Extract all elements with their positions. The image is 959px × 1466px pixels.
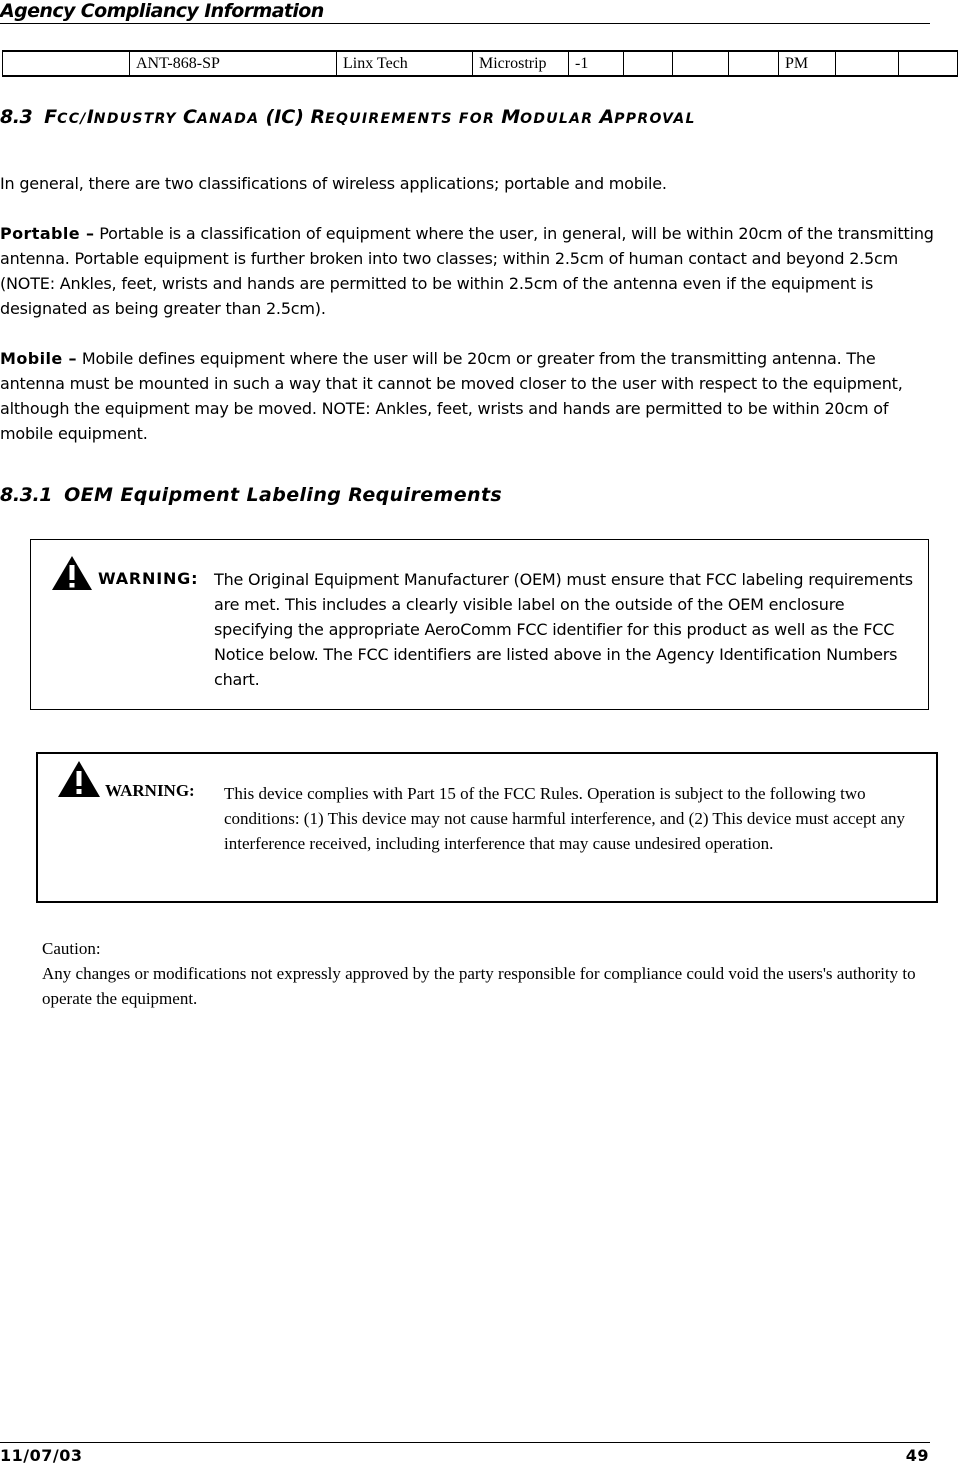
portable-paragraph xyxy=(0,221,935,321)
section-title-part: M xyxy=(501,106,521,128)
table-cell xyxy=(624,51,673,76)
mobile-paragraph xyxy=(0,346,935,446)
warning-triangle-icon xyxy=(51,555,93,591)
warning-label: WARNING: xyxy=(98,569,199,588)
warning-label: WARNING: xyxy=(105,781,195,800)
section-title-part: (IC) xyxy=(265,106,311,128)
section-title-part: CC/ xyxy=(57,111,87,127)
section-title-part: A xyxy=(599,106,615,128)
subsection-title: OEM Equipment Labeling Requirements xyxy=(64,484,503,506)
table-cell xyxy=(673,51,729,76)
header-rule xyxy=(0,23,930,24)
mobile-label: Mobile – xyxy=(0,349,77,368)
table-cell xyxy=(899,51,958,76)
caution-label: Caution: xyxy=(42,939,101,958)
table-cell xyxy=(3,51,130,76)
section-title-part: C xyxy=(183,106,197,128)
table-cell xyxy=(836,51,899,76)
section-title-part: EQUIREMENTS FOR xyxy=(325,111,502,127)
mobile-text: Mobile defines equipment where the user will be 20cm or greater from the transmitting antenna. The antenna must be mounted in such a way that it cannot be moved closer to the user with respect to the equipment, although the equipment may be moved. NOTE: Ankles, feet, wrists and hands are permitted to be within 20cm of mobile equipment. xyxy=(0,349,903,443)
page-number: 49 xyxy=(905,1446,929,1465)
warning-triangle-icon xyxy=(57,760,101,798)
table-cell-gain: -1 xyxy=(569,51,624,76)
section-title-part: I xyxy=(86,106,94,128)
agency-table-row xyxy=(3,51,958,76)
caution-text: Any changes or modifications not expressly approved by the party responsible for compliance could void the users's authority to operate the equipment. xyxy=(42,964,916,1008)
agency-table xyxy=(2,50,958,77)
subsection-number: 8.3.1 xyxy=(0,484,53,506)
table-cell-antenna-type: Microstrip xyxy=(473,51,569,76)
fcc-notice-text: This device complies with Part 15 of the FCC Rules. Operation is subject to the following two conditions: (1) This device may not cause harmful interference, and (2) This device must accept any interference received, including interference that may cause undesired operation. xyxy=(224,784,906,853)
footer-date: 11/07/03 xyxy=(0,1446,83,1465)
table-cell-manufacturer: Linx Tech xyxy=(337,51,473,76)
section-title-part: NDUSTRY xyxy=(93,111,184,127)
section-title-part: ANADA xyxy=(197,111,266,127)
intro-paragraph: In general, there are two classifications of wireless applications; portable and mobile. xyxy=(0,174,667,193)
section-heading xyxy=(0,106,696,128)
table-cell xyxy=(729,51,779,76)
section-number: 8.3 xyxy=(0,106,33,128)
page-header-title: Agency Compliancy Information xyxy=(0,0,324,22)
fcc-warning-box xyxy=(36,752,938,903)
footer-rule xyxy=(0,1442,930,1443)
section-title-part: R xyxy=(310,106,326,128)
oem-warning-box xyxy=(30,539,929,710)
section-title-part: PPROVAL xyxy=(614,111,696,127)
section-title-part: F xyxy=(44,106,58,128)
warning-text: The Original Equipment Manufacturer (OEM) must ensure that FCC labeling requirements are met. This includes a clearly visible label on the outside of the OEM enclosure specifying the appropriate AeroComm FCC identifier for this product as well as the FCC Notice below. The FCC identifiers are listed above in the Agency Identification Numbers chart. xyxy=(214,570,913,689)
portable-text: Portable is a classification of equipment where the user, in general, will be within 20cm of the transmitting antenna. Portable equipment is further broken into two classes; within 2.5cm of human contact and beyond 2.5cm (NOTE: Ankles, feet, wrists and hands are permitted to be within 2.5cm of the antenna even if the equipment is designated as being greater than 2.5cm). xyxy=(0,224,934,318)
table-cell-part-number: ANT-868-SP xyxy=(130,51,337,76)
caution-block xyxy=(42,936,942,1011)
portable-label: Portable – xyxy=(0,224,95,243)
section-title-part: ODULAR xyxy=(520,111,600,127)
section-title xyxy=(44,106,696,128)
table-cell-connector: PM xyxy=(779,51,836,76)
subsection-heading xyxy=(0,484,502,506)
